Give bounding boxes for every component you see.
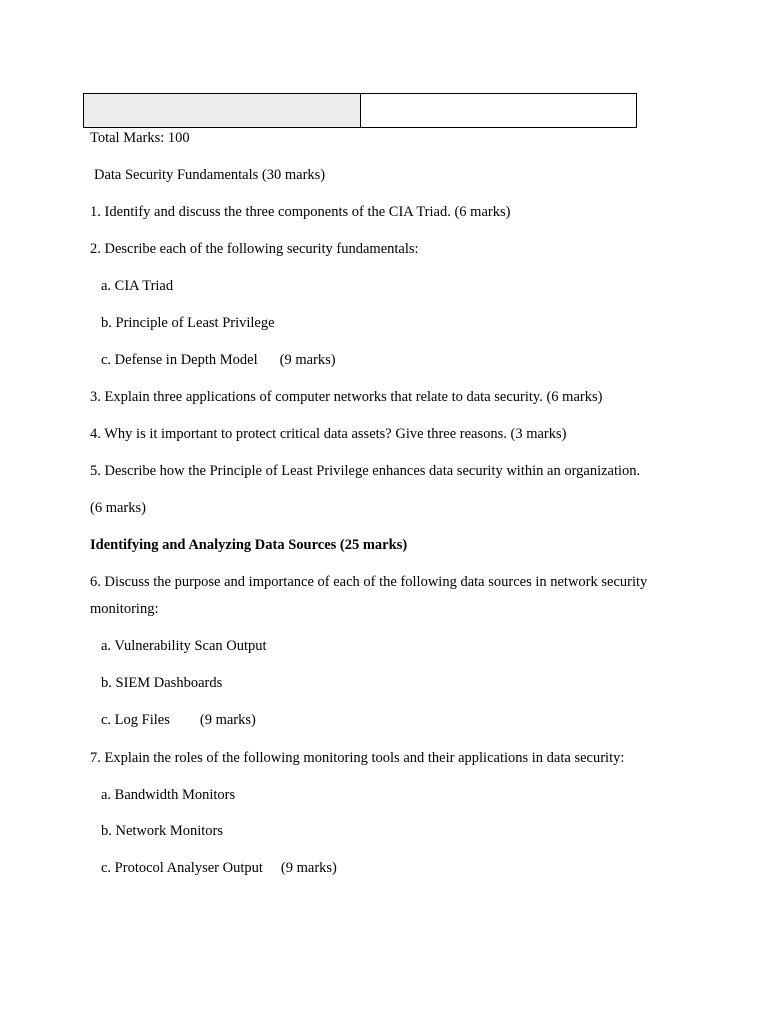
question-2: 2. Describe each of the following security fundamentals: (90, 241, 419, 257)
total-marks: Total Marks: 100 (90, 130, 190, 146)
question-2a: a. CIA Triad (101, 278, 174, 294)
question-2c-marks: (9 marks) (279, 352, 336, 368)
question-7b: b. Network Monitors (101, 823, 224, 839)
question-4: 4. Why is it important to protect critical data assets? Give three reasons. (3 marks) (90, 426, 567, 442)
header-table (83, 93, 637, 128)
question-6c-marks: (9 marks) (199, 712, 256, 728)
question-2c (101, 351, 336, 369)
question-7c-text: c. Protocol Analyser Output (101, 860, 263, 876)
question-6c-text: c. Log Files (101, 712, 170, 728)
question-5: 5. Describe how the Principle of Least Privilege enhances data security within an organization. (90, 463, 641, 479)
question-5-marks: (6 marks) (90, 500, 146, 516)
question-6a: a. Vulnerability Scan Output (101, 638, 267, 654)
question-7: 7. Explain the roles of the following monitoring tools and their applications in data security: (90, 750, 625, 766)
question-3: 3. Explain three applications of computer networks that relate to data security. (6 marks) (90, 389, 603, 405)
question-1: 1. Identify and discuss the three components of the CIA Triad. (6 marks) (90, 204, 511, 220)
question-6c (101, 711, 256, 729)
question-6b: b. SIEM Dashboards (101, 675, 223, 691)
question-2b: b. Principle of Least Privilege (101, 315, 275, 331)
question-7c (101, 859, 337, 877)
question-6-line2: monitoring: (90, 601, 159, 617)
question-2c-text: c. Defense in Depth Model (101, 352, 258, 368)
header-cell-left (84, 94, 361, 127)
question-7c-marks: (9 marks) (280, 860, 337, 876)
question-6-line1: 6. Discuss the purpose and importance of each of the following data sources in network security (90, 574, 648, 590)
header-cell-right (361, 94, 636, 127)
section2-title: Identifying and Analyzing Data Sources (25 marks) (90, 537, 408, 553)
question-7a: a. Bandwidth Monitors (101, 787, 236, 803)
section1-title: Data Security Fundamentals (30 marks) (94, 167, 326, 183)
